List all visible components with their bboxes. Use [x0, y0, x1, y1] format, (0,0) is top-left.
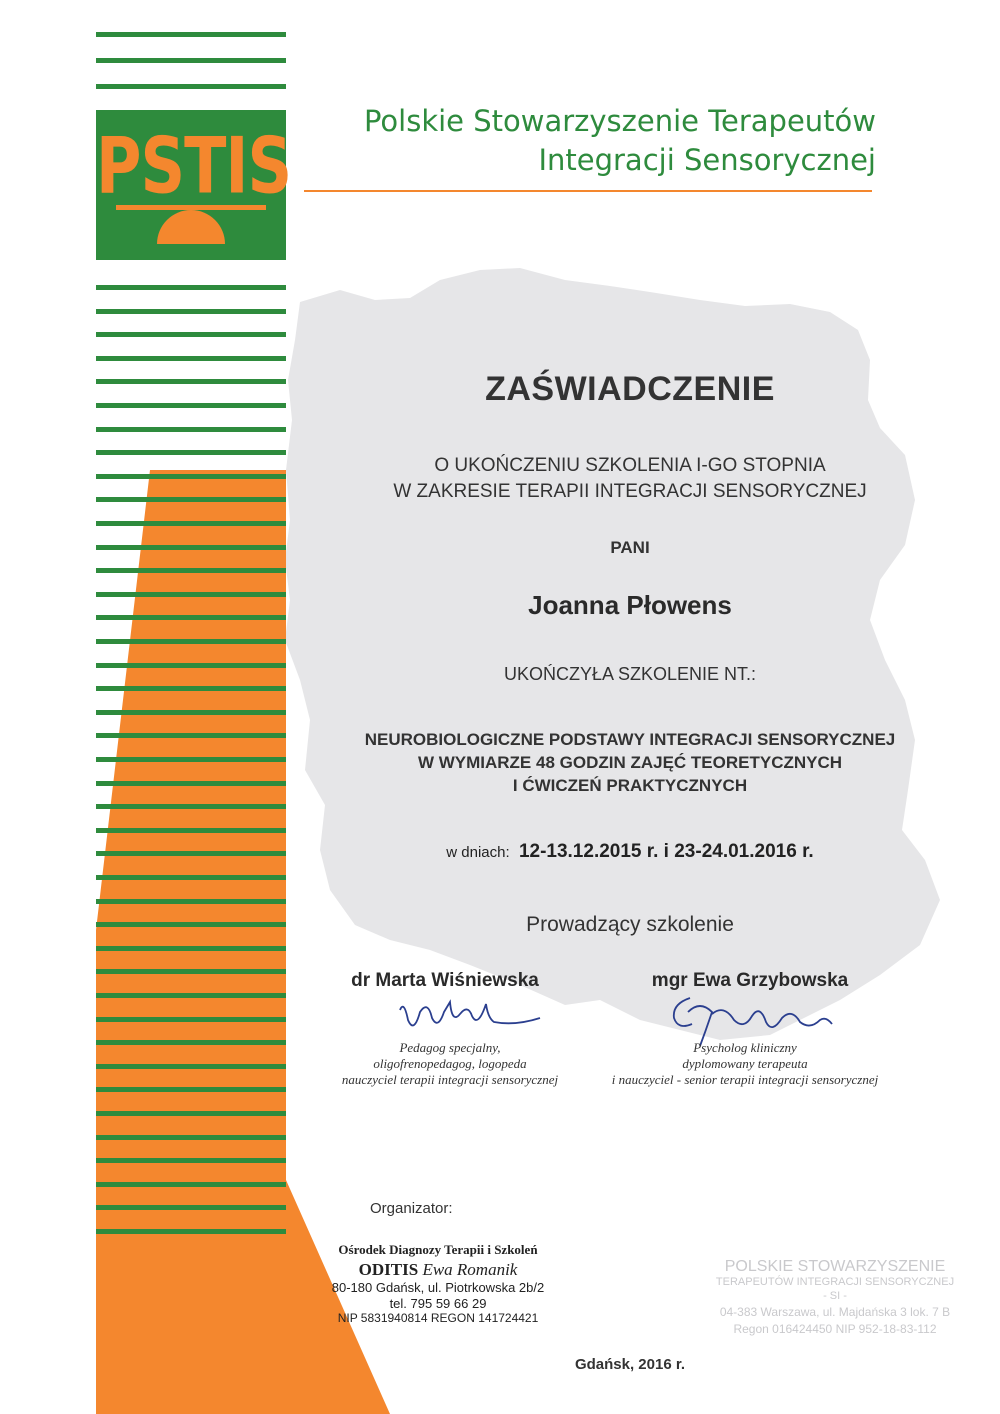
- instructor-2-desc-line1: Psycholog kliniczny: [693, 1040, 797, 1055]
- instructor-2-name: mgr Ewa Grzybowska: [651, 970, 849, 991]
- instructor-1-desc-line3: nauczyciel terapii integracji sensorycznej: [341, 1072, 559, 1087]
- green-stripe: [96, 1040, 286, 1045]
- green-stripe: [96, 1229, 286, 1234]
- faint-stamp-line5: Regon 016424450 NIP 952-18-83-112: [733, 1322, 937, 1336]
- topic-line1: NEUROBIOLOGICZNE PODSTAWY INTEGRACJI SENSORYCZNEJ: [364, 730, 896, 749]
- instructor-1-desc-line1: Pedagog specjalny,: [399, 1040, 501, 1055]
- instructor-1-name: dr Marta Wiśniewska: [351, 970, 539, 991]
- green-stripe: [96, 922, 286, 927]
- green-stripe: [96, 403, 286, 408]
- stamp-line2: [318, 1260, 558, 1280]
- green-stripe: [96, 332, 286, 337]
- logo-text: PSTIS: [96, 120, 292, 212]
- green-stripe: [96, 356, 286, 361]
- green-stripe: [96, 781, 286, 786]
- organizer-label: Organizator:: [370, 1200, 453, 1217]
- green-stripe: [96, 899, 286, 904]
- green-stripe: [96, 993, 286, 998]
- faint-stamp-line4: 04-383 Warszawa, ul. Majdańska 3 lok. 7 B: [719, 1305, 951, 1319]
- faint-stamp-line3: - SI -: [823, 1290, 847, 1302]
- green-stripe: [96, 804, 286, 809]
- green-stripe: [96, 592, 286, 597]
- green-stripe: [96, 427, 286, 432]
- green-stripe: [96, 285, 286, 290]
- organization-name-line1: Polskie Stowarzyszenie Terapeutów: [363, 104, 876, 138]
- header-divider: [304, 190, 872, 192]
- stamp-line4: tel. 795 59 66 29: [389, 1296, 487, 1311]
- green-stripe: [96, 851, 286, 856]
- green-stripe: [96, 545, 286, 550]
- green-stripe: [96, 1135, 286, 1140]
- green-stripe: [96, 615, 286, 620]
- stamp-line1: Ośrodek Diagnozy Terapii i Szkoleń: [338, 1242, 538, 1257]
- stamp-brand: ODITIS: [358, 1260, 419, 1279]
- signature-wisniewska: [400, 1002, 540, 1025]
- green-stripe: [96, 757, 286, 762]
- stamp-line3: 80-180 Gdańsk, ul. Piotrkowska 2b/2: [331, 1280, 545, 1295]
- green-stripe: [96, 497, 286, 502]
- green-stripe: [96, 639, 286, 644]
- subtitle-line1: O UKOŃCZENIU SZKOLENIA I-GO STOPNIA: [434, 455, 826, 476]
- green-stripe: [96, 828, 286, 833]
- green-stripe: [96, 686, 286, 691]
- green-stripe: [96, 1205, 286, 1210]
- dates-value: 12-13.12.2015 r. i 23-24.01.2016 r.: [518, 841, 814, 862]
- salutation: PANI: [610, 538, 650, 557]
- completed-label: UKOŃCZYŁA SZKOLENIE NT.:: [503, 664, 757, 684]
- green-stripe: [96, 946, 286, 951]
- green-stripe: [96, 1087, 286, 1092]
- faint-stamp-line1: POLSKIE STOWARZYSZENIE: [724, 1258, 946, 1275]
- subtitle-line2: W ZAKRESIE TERAPII INTEGRACJI SENSORYCZNEJ: [393, 481, 867, 502]
- green-stripe: [96, 1111, 286, 1116]
- instructors-label: Prowadzący szkolenie: [526, 913, 734, 936]
- instructor-1-desc-line2: oligofrenopedagog, logopeda: [373, 1056, 527, 1071]
- green-stripe: [96, 969, 286, 974]
- dates-label: w dniach:: [446, 844, 510, 861]
- green-stripe: [96, 450, 286, 455]
- instructor-2-desc-line2: dyplomowany terapeuta: [682, 1056, 808, 1071]
- green-stripe: [96, 84, 286, 89]
- stamp-owner: Ewa Romanik: [422, 1260, 518, 1279]
- instructor-2-description: [595, 1040, 895, 1088]
- dates-row: [330, 841, 930, 863]
- topic-line2: W WYMIARZE 48 GODZIN ZAJĘĆ TEORETYCZNYCH: [417, 753, 843, 772]
- green-stripe: [96, 32, 286, 37]
- green-stripe: [96, 521, 286, 526]
- green-stripe: [96, 379, 286, 384]
- instructor-1-description: [325, 1040, 575, 1088]
- certificate-title: ZAŚWIADCZENIE: [485, 370, 775, 408]
- green-stripe: [96, 733, 286, 738]
- green-stripe: [96, 1182, 286, 1187]
- faint-stamp-line2: TERAPEUTÓW INTEGRACJI SENSORYCZNEJ: [715, 1276, 955, 1288]
- organization-name-line2: Integracji Sensorycznej: [538, 143, 876, 177]
- instructor-2-desc-line3: i nauczyciel - senior terapii integracji sensorycznej: [611, 1072, 879, 1087]
- green-stripe: [96, 58, 286, 63]
- green-stripe: [96, 568, 286, 573]
- green-stripe: [96, 663, 286, 668]
- green-stripe: [96, 1158, 286, 1163]
- green-stripe: [96, 710, 286, 715]
- recipient-name: Joanna Płowens: [528, 590, 732, 620]
- green-stripe: [96, 309, 286, 314]
- topic-line3: I ĆWICZEŃ PRAKTYCZNYCH: [512, 776, 748, 795]
- green-stripe: [96, 875, 286, 880]
- green-stripe: [96, 1017, 286, 1022]
- green-stripe: [96, 1064, 286, 1069]
- green-stripe: [96, 474, 286, 479]
- stamp-line5: NIP 5831940814 REGON 141724421: [337, 1311, 539, 1325]
- place-and-date: Gdańsk, 2016 r.: [574, 1356, 686, 1373]
